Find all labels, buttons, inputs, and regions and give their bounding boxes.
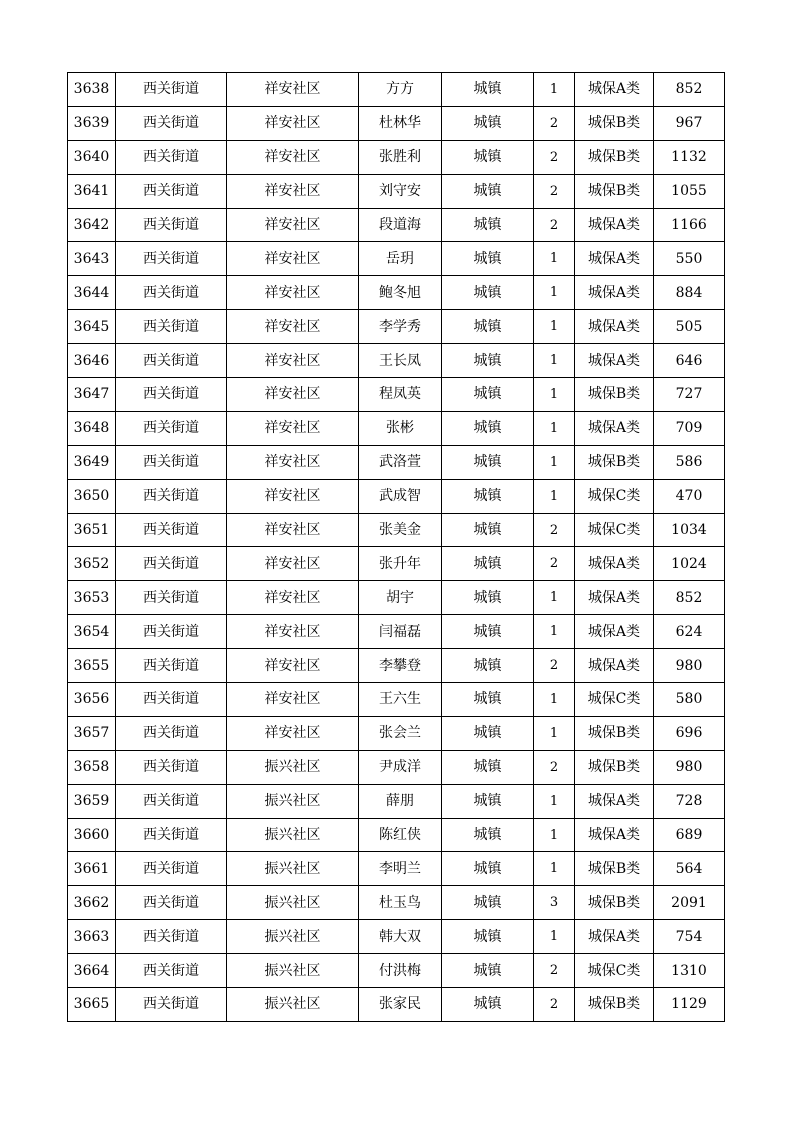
insurance-category-cell: 城保B类 [575, 140, 654, 174]
subdistrict-cell: 西关街道 [116, 954, 227, 988]
row-number-cell: 3642 [68, 208, 116, 242]
person-name-cell: 陈红侠 [359, 818, 442, 852]
amount-cell: 754 [654, 920, 725, 954]
insurance-category-cell: 城保A类 [575, 920, 654, 954]
area-type-cell: 城镇 [442, 615, 534, 649]
row-number-cell: 3654 [68, 615, 116, 649]
person-name-cell: 胡宇 [359, 581, 442, 615]
person-name-cell: 李攀登 [359, 649, 442, 683]
subdistrict-cell: 西关街道 [116, 513, 227, 547]
amount-cell: 586 [654, 445, 725, 479]
table-row [68, 581, 725, 615]
subdistrict-cell: 西关街道 [116, 140, 227, 174]
person-name-cell: 付洪梅 [359, 954, 442, 988]
community-cell: 祥安社区 [227, 378, 359, 412]
person-name-cell: 李明兰 [359, 852, 442, 886]
table-row [68, 513, 725, 547]
amount-cell: 1024 [654, 547, 725, 581]
area-type-cell: 城镇 [442, 445, 534, 479]
subdistrict-cell: 西关街道 [116, 615, 227, 649]
subdistrict-cell: 西关街道 [116, 649, 227, 683]
subdistrict-cell: 西关街道 [116, 378, 227, 412]
area-type-cell: 城镇 [442, 784, 534, 818]
area-type-cell: 城镇 [442, 174, 534, 208]
household-count-cell: 2 [534, 140, 575, 174]
household-count-cell: 1 [534, 615, 575, 649]
area-type-cell: 城镇 [442, 750, 534, 784]
household-count-cell: 2 [534, 547, 575, 581]
subdistrict-cell: 西关街道 [116, 750, 227, 784]
table-row [68, 988, 725, 1022]
amount-cell: 1034 [654, 513, 725, 547]
table-row [68, 920, 725, 954]
row-number-cell: 3646 [68, 344, 116, 378]
amount-cell: 470 [654, 479, 725, 513]
household-count-cell: 1 [534, 276, 575, 310]
household-count-cell: 1 [534, 445, 575, 479]
subdistrict-cell: 西关街道 [116, 174, 227, 208]
subdistrict-cell: 西关街道 [116, 310, 227, 344]
household-count-cell: 2 [534, 954, 575, 988]
person-name-cell: 张彬 [359, 411, 442, 445]
area-type-cell: 城镇 [442, 649, 534, 683]
amount-cell: 1129 [654, 988, 725, 1022]
area-type-cell: 城镇 [442, 818, 534, 852]
row-number-cell: 3661 [68, 852, 116, 886]
amount-cell: 564 [654, 852, 725, 886]
table-row [68, 411, 725, 445]
table-row [68, 852, 725, 886]
amount-cell: 709 [654, 411, 725, 445]
records-table-body [68, 73, 725, 1022]
community-cell: 祥安社区 [227, 411, 359, 445]
row-number-cell: 3640 [68, 140, 116, 174]
row-number-cell: 3647 [68, 378, 116, 412]
table-row [68, 547, 725, 581]
subdistrict-cell: 西关街道 [116, 479, 227, 513]
area-type-cell: 城镇 [442, 344, 534, 378]
person-name-cell: 杜林华 [359, 106, 442, 140]
table-row [68, 106, 725, 140]
insurance-category-cell: 城保C类 [575, 479, 654, 513]
insurance-category-cell: 城保A类 [575, 276, 654, 310]
insurance-category-cell: 城保B类 [575, 174, 654, 208]
amount-cell: 580 [654, 683, 725, 717]
person-name-cell: 程凤英 [359, 378, 442, 412]
area-type-cell: 城镇 [442, 683, 534, 717]
community-cell: 祥安社区 [227, 683, 359, 717]
household-count-cell: 1 [534, 818, 575, 852]
table-row [68, 716, 725, 750]
household-count-cell: 1 [534, 479, 575, 513]
table-row [68, 445, 725, 479]
subdistrict-cell: 西关街道 [116, 716, 227, 750]
insurance-category-cell: 城保A类 [575, 547, 654, 581]
area-type-cell: 城镇 [442, 852, 534, 886]
subdistrict-cell: 西关街道 [116, 988, 227, 1022]
amount-cell: 852 [654, 581, 725, 615]
community-cell: 振兴社区 [227, 750, 359, 784]
row-number-cell: 3648 [68, 411, 116, 445]
area-type-cell: 城镇 [442, 73, 534, 107]
community-cell: 祥安社区 [227, 106, 359, 140]
insurance-category-cell: 城保A类 [575, 344, 654, 378]
table-row [68, 954, 725, 988]
amount-cell: 967 [654, 106, 725, 140]
insurance-category-cell: 城保A类 [575, 73, 654, 107]
community-cell: 祥安社区 [227, 174, 359, 208]
insurance-category-cell: 城保B类 [575, 106, 654, 140]
table-row [68, 344, 725, 378]
community-cell: 祥安社区 [227, 140, 359, 174]
amount-cell: 550 [654, 242, 725, 276]
household-count-cell: 1 [534, 920, 575, 954]
community-cell: 祥安社区 [227, 547, 359, 581]
area-type-cell: 城镇 [442, 988, 534, 1022]
table-row [68, 886, 725, 920]
row-number-cell: 3662 [68, 886, 116, 920]
row-number-cell: 3657 [68, 716, 116, 750]
amount-cell: 696 [654, 716, 725, 750]
row-number-cell: 3663 [68, 920, 116, 954]
household-count-cell: 1 [534, 683, 575, 717]
person-name-cell: 尹成洋 [359, 750, 442, 784]
table-row [68, 649, 725, 683]
subdistrict-cell: 西关街道 [116, 547, 227, 581]
community-cell: 祥安社区 [227, 344, 359, 378]
table-row [68, 174, 725, 208]
insurance-category-cell: 城保B类 [575, 445, 654, 479]
records-table [67, 72, 725, 1022]
subdistrict-cell: 西关街道 [116, 581, 227, 615]
row-number-cell: 3664 [68, 954, 116, 988]
row-number-cell: 3652 [68, 547, 116, 581]
community-cell: 振兴社区 [227, 818, 359, 852]
area-type-cell: 城镇 [442, 513, 534, 547]
person-name-cell: 张胜利 [359, 140, 442, 174]
row-number-cell: 3644 [68, 276, 116, 310]
subdistrict-cell: 西关街道 [116, 683, 227, 717]
row-number-cell: 3655 [68, 649, 116, 683]
person-name-cell: 刘守安 [359, 174, 442, 208]
community-cell: 祥安社区 [227, 242, 359, 276]
amount-cell: 980 [654, 649, 725, 683]
area-type-cell: 城镇 [442, 208, 534, 242]
subdistrict-cell: 西关街道 [116, 242, 227, 276]
row-number-cell: 3656 [68, 683, 116, 717]
area-type-cell: 城镇 [442, 276, 534, 310]
table-row [68, 750, 725, 784]
community-cell: 振兴社区 [227, 988, 359, 1022]
person-name-cell: 王六生 [359, 683, 442, 717]
household-count-cell: 1 [534, 73, 575, 107]
amount-cell: 852 [654, 73, 725, 107]
person-name-cell: 岳玥 [359, 242, 442, 276]
insurance-category-cell: 城保A类 [575, 649, 654, 683]
person-name-cell: 段道海 [359, 208, 442, 242]
community-cell: 祥安社区 [227, 445, 359, 479]
table-row [68, 784, 725, 818]
row-number-cell: 3645 [68, 310, 116, 344]
table-row [68, 479, 725, 513]
insurance-category-cell: 城保C类 [575, 513, 654, 547]
person-name-cell: 王长凤 [359, 344, 442, 378]
insurance-category-cell: 城保A类 [575, 615, 654, 649]
household-count-cell: 1 [534, 581, 575, 615]
household-count-cell: 2 [534, 988, 575, 1022]
amount-cell: 980 [654, 750, 725, 784]
table-row [68, 73, 725, 107]
subdistrict-cell: 西关街道 [116, 73, 227, 107]
community-cell: 振兴社区 [227, 954, 359, 988]
row-number-cell: 3653 [68, 581, 116, 615]
community-cell: 祥安社区 [227, 276, 359, 310]
area-type-cell: 城镇 [442, 242, 534, 276]
community-cell: 祥安社区 [227, 716, 359, 750]
person-name-cell: 韩大双 [359, 920, 442, 954]
household-count-cell: 1 [534, 852, 575, 886]
table-row [68, 683, 725, 717]
insurance-category-cell: 城保A类 [575, 208, 654, 242]
row-number-cell: 3638 [68, 73, 116, 107]
insurance-category-cell: 城保C类 [575, 683, 654, 717]
subdistrict-cell: 西关街道 [116, 818, 227, 852]
row-number-cell: 3660 [68, 818, 116, 852]
amount-cell: 728 [654, 784, 725, 818]
household-count-cell: 2 [534, 513, 575, 547]
area-type-cell: 城镇 [442, 140, 534, 174]
row-number-cell: 3641 [68, 174, 116, 208]
household-count-cell: 1 [534, 310, 575, 344]
row-number-cell: 3659 [68, 784, 116, 818]
insurance-category-cell: 城保B类 [575, 886, 654, 920]
subdistrict-cell: 西关街道 [116, 344, 227, 378]
insurance-category-cell: 城保B类 [575, 988, 654, 1022]
community-cell: 祥安社区 [227, 479, 359, 513]
table-row [68, 242, 725, 276]
community-cell: 祥安社区 [227, 615, 359, 649]
amount-cell: 624 [654, 615, 725, 649]
amount-cell: 505 [654, 310, 725, 344]
subdistrict-cell: 西关街道 [116, 411, 227, 445]
area-type-cell: 城镇 [442, 378, 534, 412]
table-row [68, 310, 725, 344]
insurance-category-cell: 城保B类 [575, 716, 654, 750]
community-cell: 祥安社区 [227, 73, 359, 107]
insurance-category-cell: 城保A类 [575, 411, 654, 445]
person-name-cell: 武成智 [359, 479, 442, 513]
household-count-cell: 2 [534, 174, 575, 208]
area-type-cell: 城镇 [442, 716, 534, 750]
household-count-cell: 1 [534, 344, 575, 378]
community-cell: 祥安社区 [227, 581, 359, 615]
amount-cell: 884 [654, 276, 725, 310]
household-count-cell: 2 [534, 649, 575, 683]
household-count-cell: 3 [534, 886, 575, 920]
area-type-cell: 城镇 [442, 547, 534, 581]
amount-cell: 1055 [654, 174, 725, 208]
community-cell: 祥安社区 [227, 513, 359, 547]
subdistrict-cell: 西关街道 [116, 276, 227, 310]
person-name-cell: 张会兰 [359, 716, 442, 750]
area-type-cell: 城镇 [442, 954, 534, 988]
row-number-cell: 3643 [68, 242, 116, 276]
amount-cell: 727 [654, 378, 725, 412]
community-cell: 振兴社区 [227, 852, 359, 886]
amount-cell: 1132 [654, 140, 725, 174]
table-row [68, 140, 725, 174]
community-cell: 振兴社区 [227, 886, 359, 920]
table-row [68, 818, 725, 852]
person-name-cell: 方方 [359, 73, 442, 107]
insurance-category-cell: 城保A类 [575, 581, 654, 615]
subdistrict-cell: 西关街道 [116, 208, 227, 242]
community-cell: 振兴社区 [227, 784, 359, 818]
subdistrict-cell: 西关街道 [116, 106, 227, 140]
community-cell: 祥安社区 [227, 649, 359, 683]
row-number-cell: 3651 [68, 513, 116, 547]
insurance-category-cell: 城保B类 [575, 378, 654, 412]
household-count-cell: 1 [534, 716, 575, 750]
insurance-category-cell: 城保A类 [575, 784, 654, 818]
area-type-cell: 城镇 [442, 411, 534, 445]
person-name-cell: 张美金 [359, 513, 442, 547]
community-cell: 祥安社区 [227, 310, 359, 344]
household-count-cell: 2 [534, 106, 575, 140]
person-name-cell: 李学秀 [359, 310, 442, 344]
area-type-cell: 城镇 [442, 581, 534, 615]
table-row [68, 208, 725, 242]
row-number-cell: 3649 [68, 445, 116, 479]
person-name-cell: 薛朋 [359, 784, 442, 818]
person-name-cell: 张升年 [359, 547, 442, 581]
insurance-category-cell: 城保A类 [575, 242, 654, 276]
area-type-cell: 城镇 [442, 106, 534, 140]
amount-cell: 1310 [654, 954, 725, 988]
household-count-cell: 1 [534, 411, 575, 445]
amount-cell: 2091 [654, 886, 725, 920]
row-number-cell: 3665 [68, 988, 116, 1022]
household-count-cell: 2 [534, 750, 575, 784]
insurance-category-cell: 城保B类 [575, 750, 654, 784]
insurance-category-cell: 城保A类 [575, 310, 654, 344]
subdistrict-cell: 西关街道 [116, 445, 227, 479]
household-count-cell: 1 [534, 378, 575, 412]
person-name-cell: 鲍冬旭 [359, 276, 442, 310]
subdistrict-cell: 西关街道 [116, 852, 227, 886]
insurance-category-cell: 城保A类 [575, 818, 654, 852]
household-count-cell: 1 [534, 784, 575, 818]
person-name-cell: 武洛萱 [359, 445, 442, 479]
table-row [68, 615, 725, 649]
household-count-cell: 1 [534, 242, 575, 276]
area-type-cell: 城镇 [442, 920, 534, 954]
row-number-cell: 3650 [68, 479, 116, 513]
row-number-cell: 3639 [68, 106, 116, 140]
insurance-category-cell: 城保C类 [575, 954, 654, 988]
subdistrict-cell: 西关街道 [116, 920, 227, 954]
community-cell: 振兴社区 [227, 920, 359, 954]
amount-cell: 689 [654, 818, 725, 852]
table-row [68, 276, 725, 310]
subdistrict-cell: 西关街道 [116, 886, 227, 920]
table-row [68, 378, 725, 412]
household-count-cell: 2 [534, 208, 575, 242]
person-name-cell: 闫福磊 [359, 615, 442, 649]
area-type-cell: 城镇 [442, 310, 534, 344]
amount-cell: 646 [654, 344, 725, 378]
subdistrict-cell: 西关街道 [116, 784, 227, 818]
person-name-cell: 张家民 [359, 988, 442, 1022]
insurance-category-cell: 城保B类 [575, 852, 654, 886]
row-number-cell: 3658 [68, 750, 116, 784]
area-type-cell: 城镇 [442, 886, 534, 920]
person-name-cell: 杜玉鸟 [359, 886, 442, 920]
community-cell: 祥安社区 [227, 208, 359, 242]
area-type-cell: 城镇 [442, 479, 534, 513]
amount-cell: 1166 [654, 208, 725, 242]
